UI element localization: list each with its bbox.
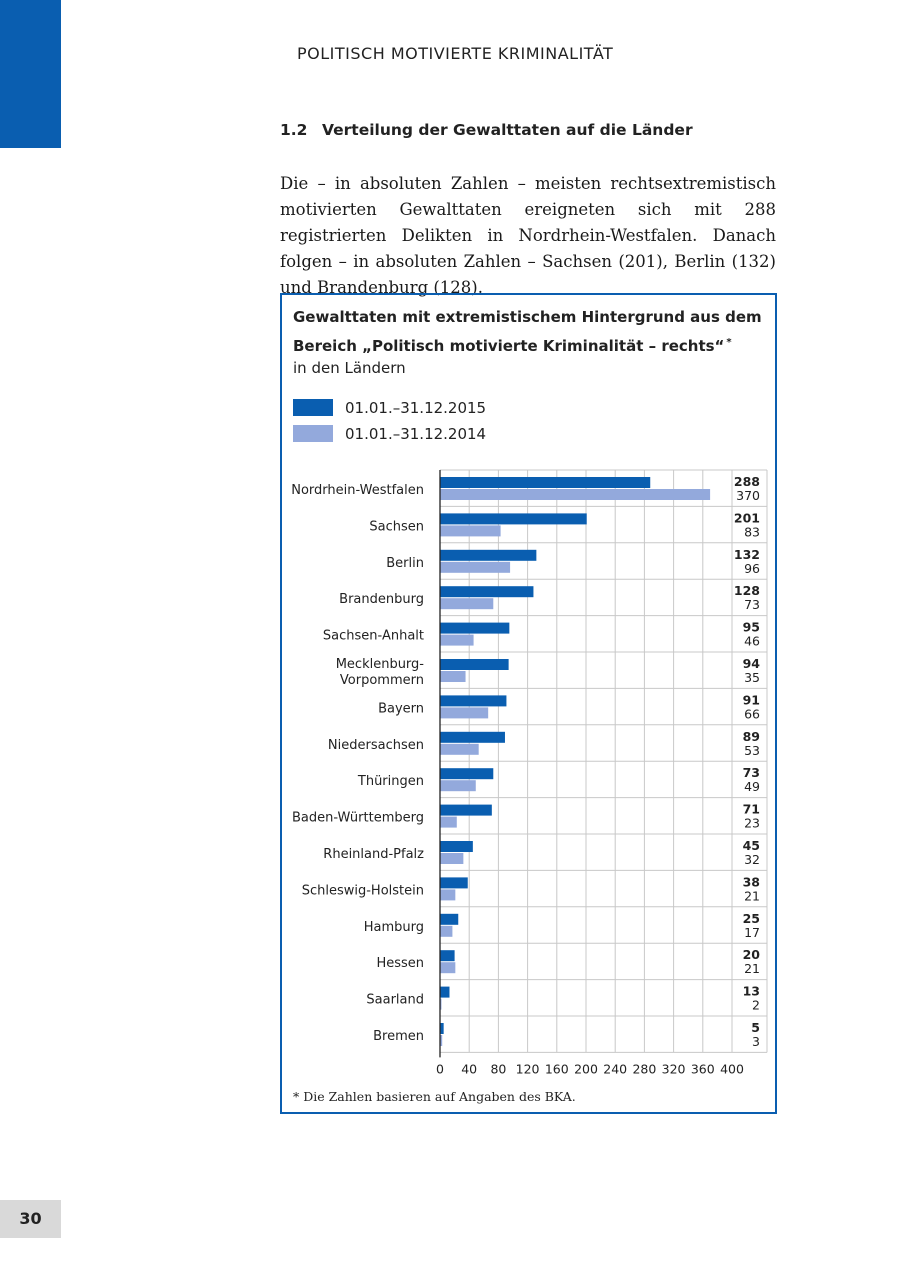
category-label-niedersachsen: Niedersachsen	[327, 737, 424, 753]
bar-2015-mecklenburg-vorpommern	[440, 659, 509, 670]
category-label-saarland: Saarland	[366, 992, 424, 1008]
value-label-2015-rheinland-pfalz: 45	[742, 838, 760, 853]
value-label-2015-sachsen-anhalt: 95	[742, 619, 760, 635]
running-head: POLITISCH MOTIVIERTE KRIMINALITÄT	[297, 44, 614, 63]
x-tick-label-120: 120	[515, 1061, 540, 1077]
x-tick-label-240: 240	[603, 1061, 628, 1077]
value-label-2014-bayern: 66	[744, 706, 760, 722]
x-tick-label-160: 160	[544, 1061, 569, 1077]
bar-2015-schleswig-holstein	[440, 877, 468, 888]
value-label-2015-berlin: 132	[733, 546, 760, 562]
bar-2015-hamburg	[440, 914, 458, 925]
category-label-hessen: Hessen	[376, 956, 424, 972]
bar-2015-baden-württemberg	[440, 805, 492, 816]
x-tick-label-400: 400	[720, 1061, 744, 1077]
value-label-2014-sachsen-anhalt: 46	[744, 633, 760, 649]
value-label-2015-hamburg: 25	[742, 910, 760, 926]
category-label-bremen: Bremen	[373, 1029, 424, 1044]
bar-2014-niedersachsen	[440, 744, 479, 755]
chart-title-text: Gewalttaten mit extremistischem Hintergrund aus dem Bereich „Politisch motivierte Kriminalität – rechts“	[293, 308, 762, 355]
value-label-2014-schleswig-holstein: 21	[744, 888, 760, 904]
value-label-2015-thüringen: 73	[742, 765, 760, 781]
value-label-2014-thüringen: 49	[744, 779, 760, 795]
legend-label-2015: 01.01.–31.12.2015	[345, 399, 487, 417]
bar-2015-hessen	[440, 950, 455, 961]
chart-footnote: * Die Zahlen basieren auf Angaben des BKA.	[293, 1089, 576, 1104]
value-label-2015-bayern: 91	[742, 692, 760, 708]
value-label-2015-baden-württemberg: 71	[742, 801, 760, 817]
value-label-2014-sachsen: 83	[744, 524, 760, 540]
bar-2014-mecklenburg-vorpommern	[440, 671, 466, 682]
bar-2014-hamburg	[440, 926, 452, 937]
bar-2015-rheinland-pfalz	[440, 841, 473, 852]
category-label-schleswig-holstein: Schleswig-Holstein	[301, 883, 424, 899]
bar-2015-bayern	[440, 695, 506, 706]
category-label-thüringen: Thüringen	[357, 774, 424, 790]
category-label-bayern: Bayern	[378, 701, 424, 717]
value-label-2014-rheinland-pfalz: 32	[744, 852, 760, 867]
chart-title-marker: *	[726, 337, 732, 348]
page-number: 30	[19, 1209, 42, 1228]
bar-2015-berlin	[440, 550, 536, 561]
section-title: Verteilung der Gewalttaten auf die Länder	[322, 121, 693, 139]
value-label-2015-saarland: 13	[742, 983, 760, 999]
bar-2014-rheinland-pfalz	[440, 853, 463, 864]
legend-swatch-2015	[293, 399, 333, 416]
value-label-2014-hamburg: 17	[744, 924, 760, 940]
x-tick-label-200: 200	[574, 1061, 598, 1077]
body-paragraph: Die – in absoluten Zahlen – meisten rechtsextremistisch motivierten Gewalttaten ereigneten sich mit 288 registrierten Delikten in Nordrhein-Westfalen. Danach folgen – in absoluten Zahlen – Sachsen (201), Berlin (132) und Brandenburg (128).	[280, 174, 776, 297]
value-label-2014-mecklenburg-vorpommern: 35	[744, 670, 760, 685]
bar-2014-schleswig-holstein	[440, 889, 455, 900]
x-tick-label-360: 360	[690, 1061, 715, 1077]
value-label-2014-saarland: 2	[752, 997, 760, 1013]
bar-2014-brandenburg	[440, 598, 493, 609]
corner-tab	[0, 0, 61, 148]
value-label-2015-bremen: 5	[751, 1020, 760, 1035]
category-label-berlin: Berlin	[386, 555, 424, 571]
category-label-sachsen-anhalt: Sachsen-Anhalt	[322, 628, 424, 644]
section-number: 1.2	[280, 121, 308, 139]
value-label-2014-brandenburg: 73	[744, 597, 760, 613]
category-label-mecklenburg-vorpommern-line-1: Vorpommern	[339, 673, 424, 688]
category-label-sachsen: Sachsen	[369, 519, 424, 535]
value-label-2015-hessen: 20	[742, 947, 760, 963]
value-label-2014-hessen: 21	[744, 961, 760, 977]
x-tick-label-320: 320	[661, 1061, 686, 1077]
bar-2015-brandenburg	[440, 586, 533, 597]
category-label-hamburg: Hamburg	[363, 919, 424, 935]
value-label-2014-baden-württemberg: 23	[744, 815, 760, 831]
category-label-baden-württemberg: Baden-Württemberg	[292, 810, 424, 826]
category-label-brandenburg: Brandenburg	[339, 592, 424, 608]
value-label-2015-sachsen: 201	[733, 510, 760, 526]
bar-2014-baden-württemberg	[440, 817, 457, 828]
value-label-2014-niedersachsen: 53	[744, 742, 760, 758]
bar-2014-nordrhein-westfalen	[440, 489, 710, 500]
bar-2015-thüringen	[440, 768, 493, 779]
bar-2015-niedersachsen	[440, 732, 505, 743]
bar-2014-bayern	[440, 707, 488, 718]
category-label-rheinland-pfalz: Rheinland-Pfalz	[323, 847, 424, 862]
value-label-2015-mecklenburg-vorpommern: 94	[742, 656, 760, 671]
x-tick-label-280: 280	[632, 1061, 657, 1077]
bar-2015-saarland	[440, 987, 449, 998]
value-label-2014-berlin: 96	[744, 560, 760, 576]
chart-box	[280, 293, 777, 1114]
chart-subtitle: in den Ländern	[293, 359, 406, 377]
bar-2014-berlin	[440, 562, 510, 573]
bar-2014-hessen	[440, 962, 455, 973]
bar-2014-sachsen-anhalt	[440, 635, 474, 646]
bar-2015-nordrhein-westfalen	[440, 477, 650, 488]
section-heading	[280, 121, 693, 139]
bar-2015-sachsen	[440, 513, 587, 524]
value-label-2015-brandenburg: 128	[733, 583, 760, 599]
chart-title	[293, 304, 763, 359]
value-label-2015-niedersachsen: 89	[742, 728, 760, 744]
legend-label-2014: 01.01.–31.12.2014	[345, 425, 487, 443]
x-tick-label-80: 80	[490, 1061, 507, 1077]
value-label-2015-schleswig-holstein: 38	[742, 874, 760, 890]
value-label-2015-nordrhein-westfalen: 288	[733, 474, 760, 489]
x-tick-label-0: 0	[436, 1061, 444, 1077]
value-label-2014-bremen: 3	[752, 1034, 760, 1049]
page-number-box	[0, 1200, 61, 1238]
value-label-2014-nordrhein-westfalen: 370	[736, 488, 760, 503]
x-tick-label-40: 40	[461, 1061, 478, 1077]
category-label-nordrhein-westfalen: Nordrhein-Westfalen	[291, 483, 424, 498]
bar-2015-sachsen-anhalt	[440, 623, 509, 634]
legend-swatch-2014	[293, 425, 333, 442]
bar-2014-thüringen	[440, 780, 476, 791]
bar-2014-sachsen	[440, 525, 501, 536]
category-label-mecklenburg-vorpommern-line-0: Mecklenburg-	[335, 657, 424, 672]
